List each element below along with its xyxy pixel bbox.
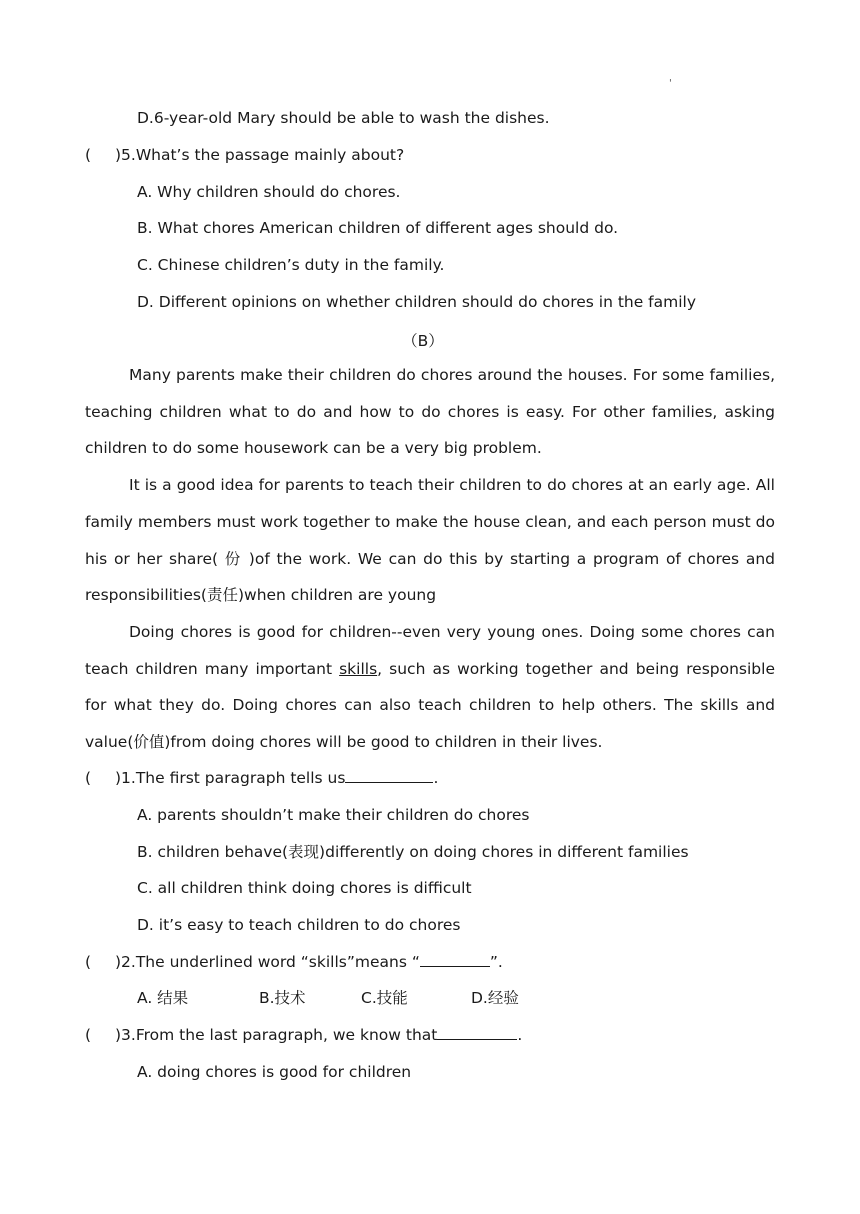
q2-choice-d: D.经验 <box>471 989 519 1007</box>
q5-option-c: C. Chinese children’s duty in the family. <box>137 256 445 274</box>
question-text: )1.The first paragraph tells us <box>115 769 346 787</box>
question-5 <box>85 145 404 165</box>
answer-paren: ( <box>85 146 92 164</box>
answer-blank[interactable] <box>420 952 490 967</box>
q1-option-d: D. it’s easy to teach children to do chores <box>137 916 461 934</box>
q5-option-a: A. Why children should do chores. <box>137 183 401 201</box>
question-end: . <box>517 1026 523 1044</box>
passage-paragraph-1: Many parents make their children do chores around the houses. For some families, teaching children what to do and how to do chores is easy. For other families, asking children to do some housework can be a very big problem. <box>85 366 775 458</box>
q2-choice-c: C.技能 <box>361 989 408 1007</box>
answer-paren: ( <box>85 769 92 787</box>
question-3 <box>85 1025 522 1045</box>
question-2 <box>85 952 503 972</box>
q2-choice-a: A. 结果 <box>137 989 189 1007</box>
question-text: )3.From the last paragraph, we know that <box>115 1026 438 1044</box>
q5-option-b: B. What chores American children of different ages should do. <box>137 219 619 237</box>
passage-paragraph-3 <box>85 614 775 761</box>
paragraph-3-text-end: , such as working together and being responsible for what they do. Doing chores can also teach children to help others. The skills and value(价值)from doing chores will be good to children in their lives. <box>85 659 775 752</box>
answer-paren: ( <box>85 953 92 971</box>
q1-option-b: B. children behave(表现)differently on doing chores in different families <box>137 843 689 861</box>
q5-option-d: D. Different opinions on whether children should do chores in the family <box>137 293 697 311</box>
passage <box>85 357 775 761</box>
section-heading: （B） <box>402 332 444 350</box>
question-end: ”. <box>489 953 503 971</box>
q2-choices <box>137 988 519 1008</box>
q1-option-a: A. parents shouldn’t make their children do chores <box>137 806 530 824</box>
answer-blank[interactable] <box>345 768 433 783</box>
q2-choice-b: B.技术 <box>259 989 306 1007</box>
question-text: )5.What’s the passage mainly about? <box>115 146 405 164</box>
question-1 <box>85 768 438 788</box>
prev-q4-option-d: D.6-year-old Mary should be able to wash the dishes. <box>137 109 550 127</box>
question-end: . <box>433 769 439 787</box>
paragraph-3-text-start: Doing chores is good for children--even very young ones. Doing some chores can teach children many important <box>85 622 775 678</box>
answer-paren: ( <box>85 1026 92 1044</box>
q3-option-a: A. doing chores is good for children <box>137 1063 412 1081</box>
q1-option-c: C. all children think doing chores is difficult <box>137 879 472 897</box>
underlined-word-skills: skills <box>339 659 378 678</box>
question-text: )2.The underlined word “skills”means “ <box>115 953 420 971</box>
page-mark: ' <box>669 78 672 89</box>
answer-blank[interactable] <box>437 1025 517 1040</box>
passage-paragraph-2: It is a good idea for parents to teach their children to do chores at an early age. All family members must work together to make the house clean, and each person must do his or her share( 份 )of the work. We can do this by starting a program of chores and responsibilities(责任)when children are young <box>85 476 775 605</box>
